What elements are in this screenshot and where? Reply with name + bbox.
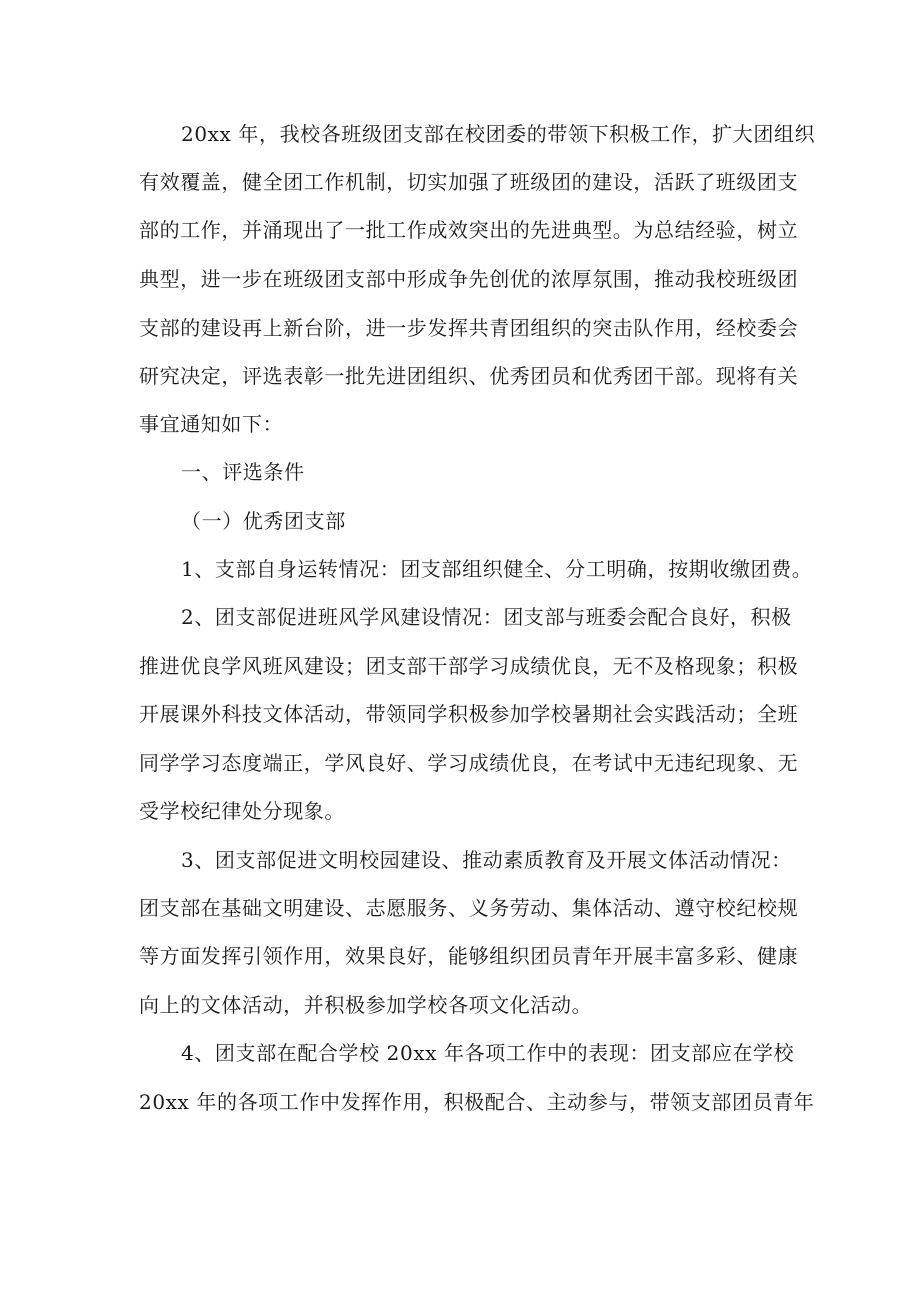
subsection-heading: （一）优秀团支部: [181, 509, 346, 533]
item-4-line: 4、团支部在配合学校 20xx 年各项工作中的表现：团支部应在学校: [181, 1041, 795, 1065]
item-2-line: 开展课外科技文体活动，带领同学积极参加学校暑期社会实践活动；全班: [139, 702, 799, 726]
item-2-line: 推进优良学风班风建设；团支部干部学习成绩优良，无不及格现象；积极: [139, 654, 799, 678]
item-3-line: 团支部在基础文明建设、志愿服务、义务劳动、集体活动、遵守校纪校规: [139, 896, 799, 920]
item-2-line: 受学校纪律处分现象。: [139, 799, 345, 823]
item-2-line: 2、团支部促进班风学风建设情况：团支部与班委会配合良好，积极: [181, 605, 792, 629]
intro-line: 事宜通知如下：: [139, 412, 284, 436]
item-4-line: 20xx 年的各项工作中发挥作用，积极配合、主动参与，带领支部团员青年: [139, 1090, 815, 1114]
intro-line: 20xx 年，我校各班级团支部在校团委的带领下积极工作，扩大团组织: [181, 122, 816, 146]
intro-line: 部的工作，并涌现出了一批工作成效突出的先进典型。为总结经验，树立: [139, 218, 799, 242]
item-1-line: 1、支部自身运转情况：团支部组织健全、分工明确，按期收缴团费。: [181, 557, 813, 581]
intro-line: 支部的建设再上新台阶，进一步发挥共青团组织的突击队作用，经校委会: [139, 316, 799, 340]
item-3-line: 向上的文体活动，并积极参加学校各项文化活动。: [139, 993, 593, 1017]
item-3-line: 3、团支部促进文明校园建设、推动素质教育及开展文体活动情况：: [181, 848, 792, 872]
intro-line: 研究决定，评选表彰一批先进团组织、优秀团员和优秀团干部。现将有关: [139, 364, 799, 388]
section-heading: 一、评选条件: [181, 460, 305, 484]
item-3-line: 等方面发挥引领作用，效果良好，能够组织团员青年开展丰富多彩、健康: [139, 944, 799, 968]
item-2-line: 同学学习态度端正，学风良好、学习成绩优良，在考试中无违纪现象、无: [139, 751, 799, 775]
intro-line: 典型，进一步在班级团支部中形成争先创优的浓厚氛围，推动我校班级团: [139, 267, 799, 291]
intro-line: 有效覆盖，健全团工作机制，切实加强了班级团的建设，活跃了班级团支: [139, 170, 799, 194]
